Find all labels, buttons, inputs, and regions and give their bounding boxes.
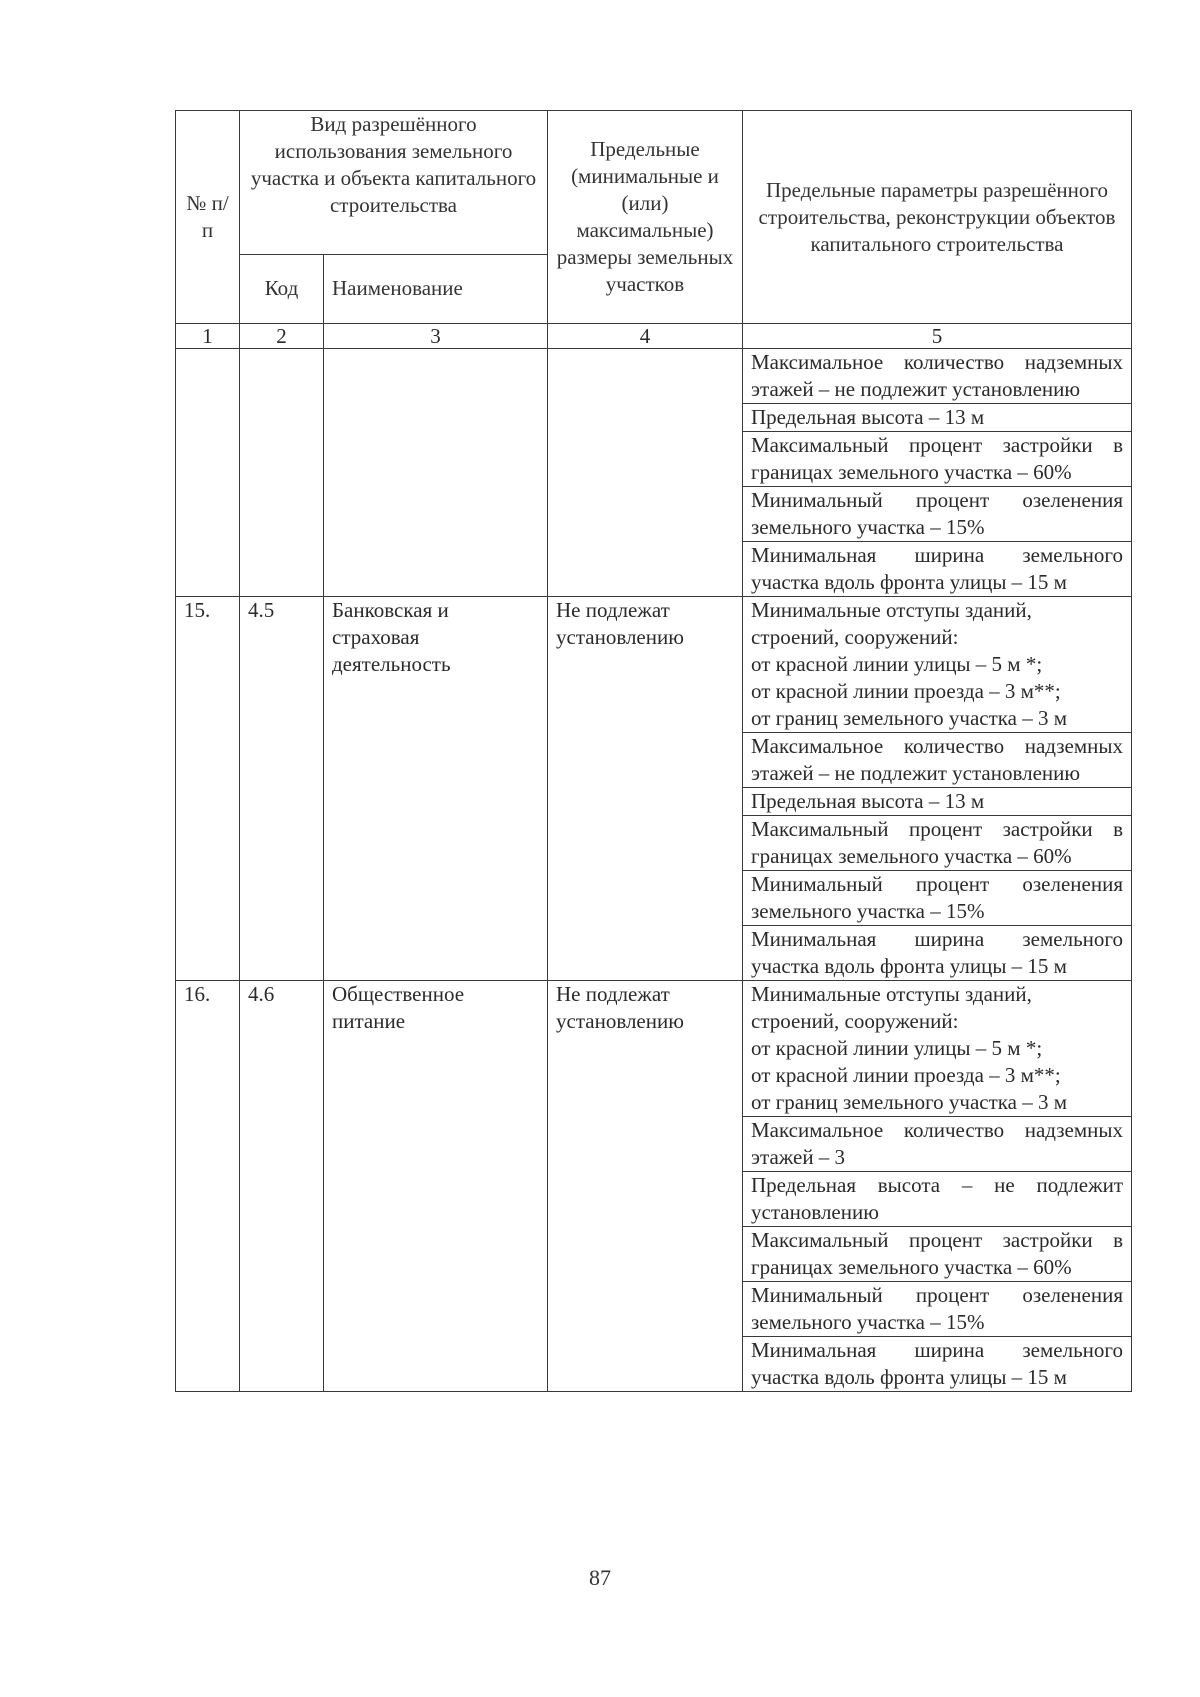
row-code: 4.5 [240, 597, 324, 981]
setback-boundary: от границ земельного участка – 3 м [751, 1090, 1068, 1114]
page-number: 87 [589, 1565, 611, 1590]
param-coverage: Максимальный процент застройки в границах земельного участка – 60% [743, 1227, 1132, 1282]
setbacks-title: Минимальные отступы зданий, строений, сооружений: [751, 982, 1032, 1033]
header-code: Код [240, 254, 324, 323]
id-cell-continued [176, 349, 240, 597]
land-use-table [175, 110, 1132, 1392]
row-name: Общественное питание [324, 981, 548, 1392]
table-row [176, 349, 1132, 404]
param-floors: Максимальное количество надземных этажей – не подлежит установлению [743, 733, 1132, 788]
param-height: Предельная высота – 13 м [743, 788, 1132, 816]
size-cell-continued [548, 349, 743, 597]
param-floors: Максимальное количество надземных этажей – не подлежит установлению [743, 349, 1132, 404]
row-name: Банковская и страховая деятельность [324, 597, 548, 981]
param-setbacks [743, 597, 1132, 733]
setback-boundary: от границ земельного участка – 3 м [751, 706, 1068, 730]
param-greening: Минимальный процент озеленения земельного участка – 15% [743, 871, 1132, 926]
header-params: Предельные параметры разрешённого строительства, реконструкции объектов капитального строительства [743, 111, 1132, 324]
param-greening: Минимальный процент озеленения земельного участка – 15% [743, 487, 1132, 542]
row-sizes: Не подлежат установлению [548, 597, 743, 981]
param-setbacks [743, 981, 1132, 1117]
colnum-4: 4 [548, 324, 743, 349]
row-number: 16. [176, 981, 240, 1392]
param-width: Минимальная ширина земельного участка вдоль фронта улицы – 15 м [743, 1337, 1132, 1392]
header-num: № п/п [176, 111, 240, 324]
param-coverage: Максимальный процент застройки в границах земельного участка – 60% [743, 432, 1132, 487]
row-sizes: Не подлежат установлению [548, 981, 743, 1392]
setbacks-title: Минимальные отступы зданий, строений, сооружений: [751, 598, 1032, 649]
param-height: Предельная высота – не подлежит установлению [743, 1172, 1132, 1227]
param-width: Минимальная ширина земельного участка вдоль фронта улицы – 15 м [743, 542, 1132, 597]
row-code: 4.6 [240, 981, 324, 1392]
table-row [176, 597, 1132, 733]
param-coverage: Максимальный процент застройки в границах земельного участка – 60% [743, 816, 1132, 871]
table-row [176, 981, 1132, 1117]
header-row [176, 111, 1132, 255]
header-use-group: Вид разрешённого использования земельного участка и объекта капитального строительства [240, 111, 548, 255]
colnum-1: 1 [176, 324, 240, 349]
name-cell-continued [324, 349, 548, 597]
setback-street: от красной линии улицы – 5 м *; [751, 1036, 1043, 1060]
column-number-row [176, 324, 1132, 349]
row-number: 15. [176, 597, 240, 981]
setback-passage: от красной линии проезда – 3 м**; [751, 679, 1061, 703]
param-height: Предельная высота – 13 м [743, 404, 1132, 432]
header-name: Наименование [324, 254, 548, 323]
header-sizes: Предельные (минимальные и (или) максимальные) размеры земельных участков [548, 111, 743, 324]
setback-street: от красной линии улицы – 5 м *; [751, 652, 1043, 676]
param-floors: Максимальное количество надземных этажей – 3 [743, 1117, 1132, 1172]
colnum-2: 2 [240, 324, 324, 349]
colnum-5: 5 [743, 324, 1132, 349]
setback-passage: от красной линии проезда – 3 м**; [751, 1063, 1061, 1087]
param-greening: Минимальный процент озеленения земельного участка – 15% [743, 1282, 1132, 1337]
colnum-3: 3 [324, 324, 548, 349]
param-width: Минимальная ширина земельного участка вдоль фронта улицы – 15 м [743, 926, 1132, 981]
code-cell-continued [240, 349, 324, 597]
